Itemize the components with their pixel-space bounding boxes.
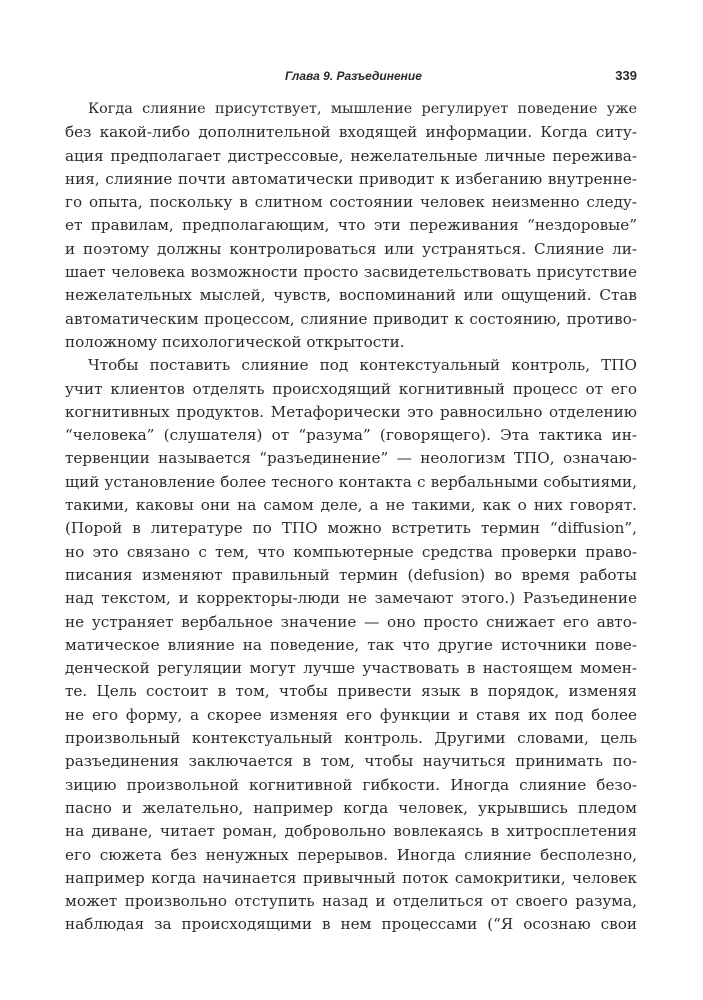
body-text [65,98,637,937]
text-line: такими, каковы они на самом деле, а не такими, как о них говорят. [65,496,637,515]
text-line: но это связано с тем, что компьютерные средства проверки право- [65,542,637,561]
text-line: Когда слияние присутствует, мышление регулирует поведение уже [88,101,637,117]
text-line: ния, слияние почти автоматически приводит к избеганию внутренне- [65,169,637,188]
text-line: матическое влияние на поведение, так что другие источники пове- [65,635,637,654]
text-line: наблюдая за происходящими в нем процессами (“Я осознаю свои [65,915,637,934]
text-line: “человека” (слушателя) от “разума” (говорящего). Эта тактика ин- [65,426,637,445]
text-line: не устраняет вербальное значение — оно просто снижает его авто- [65,612,637,631]
text-line: те. Цель состоит в том, чтобы привести язык в порядок, изменяя [65,682,637,701]
text-line: писания изменяют правильный термин (defusion) во время работы [65,565,637,584]
text-line: на диване, читает роман, добровольно вовлекаясь в хитросплетения [65,822,637,841]
text-line: например когда начинается привычный поток самокритики, человек [65,868,637,887]
page-number: 339 [615,68,637,83]
text-line: щий установление более тесного контакта с вербальными событиями, [65,472,637,491]
text-line: не его форму, а скорее изменяя его функции и ставя их под более [65,705,637,724]
text-line: может произвольно отступить назад и отделиться от своего разума, [65,892,637,911]
text-line: ация предполагает дистрессовые, нежелательные личные пережива- [65,146,637,165]
text-line: разъединения заключается в том, чтобы научиться принимать по- [65,752,637,771]
paragraph-2 [65,354,637,936]
text-line: ет правилам, предполагающим, что эти переживания “нездоровые” [65,216,637,235]
text-line: пасно и желательно, например когда человек, укрывшись пледом [65,798,637,817]
chapter-title: Глава 9. Разъединение [285,69,422,83]
text-line: Чтобы поставить слияние под контекстуальный контроль, ТПО [88,356,637,375]
text-line: зицию произвольной когнитивной гибкости. Иногда слияние безо- [65,775,637,794]
paragraph-1 [65,98,637,354]
text-line: учит клиентов отделять происходящий когнитивный процесс от его [65,379,637,398]
text-line: (Порой в литературе по ТПО можно встретить термин “diffusion”, [65,519,637,538]
text-line: шает человека возможности просто засвидетельствовать присутствие [65,263,637,282]
text-line: без какой-либо дополнительной входящей информации. Когда ситу- [65,123,637,142]
text-line: когнитивных продуктов. Метафорически это равносильно отделению [65,402,637,421]
text-line: денческой регуляции могут лучше участвовать в настоящем момен- [65,659,637,678]
text-line: положному психологической открытости. [65,332,405,351]
text-line: автоматическим процессом, слияние приводит к состоянию, противо- [65,309,637,328]
text-line: произвольный контекстуальный контроль. Другими словами, цель [65,729,637,748]
text-line: его сюжета без ненужных перерывов. Иногда слияние бесполезно, [65,845,637,864]
text-line: и поэтому должны контролироваться или устраняться. Слияние ли- [65,239,637,258]
text-line: го опыта, поскольку в слитном состоянии человек неизменно следу- [65,193,637,212]
text-line: нежелательных мыслей, чувств, воспоминаний или ощущений. Став [65,286,637,305]
running-header [65,67,637,85]
text-line: над текстом, и корректоры-люди не замечают этого.) Разъединение [65,589,637,608]
text-line: тервенции называется “разъединение” — неологизм ТПО, означаю- [65,449,637,468]
